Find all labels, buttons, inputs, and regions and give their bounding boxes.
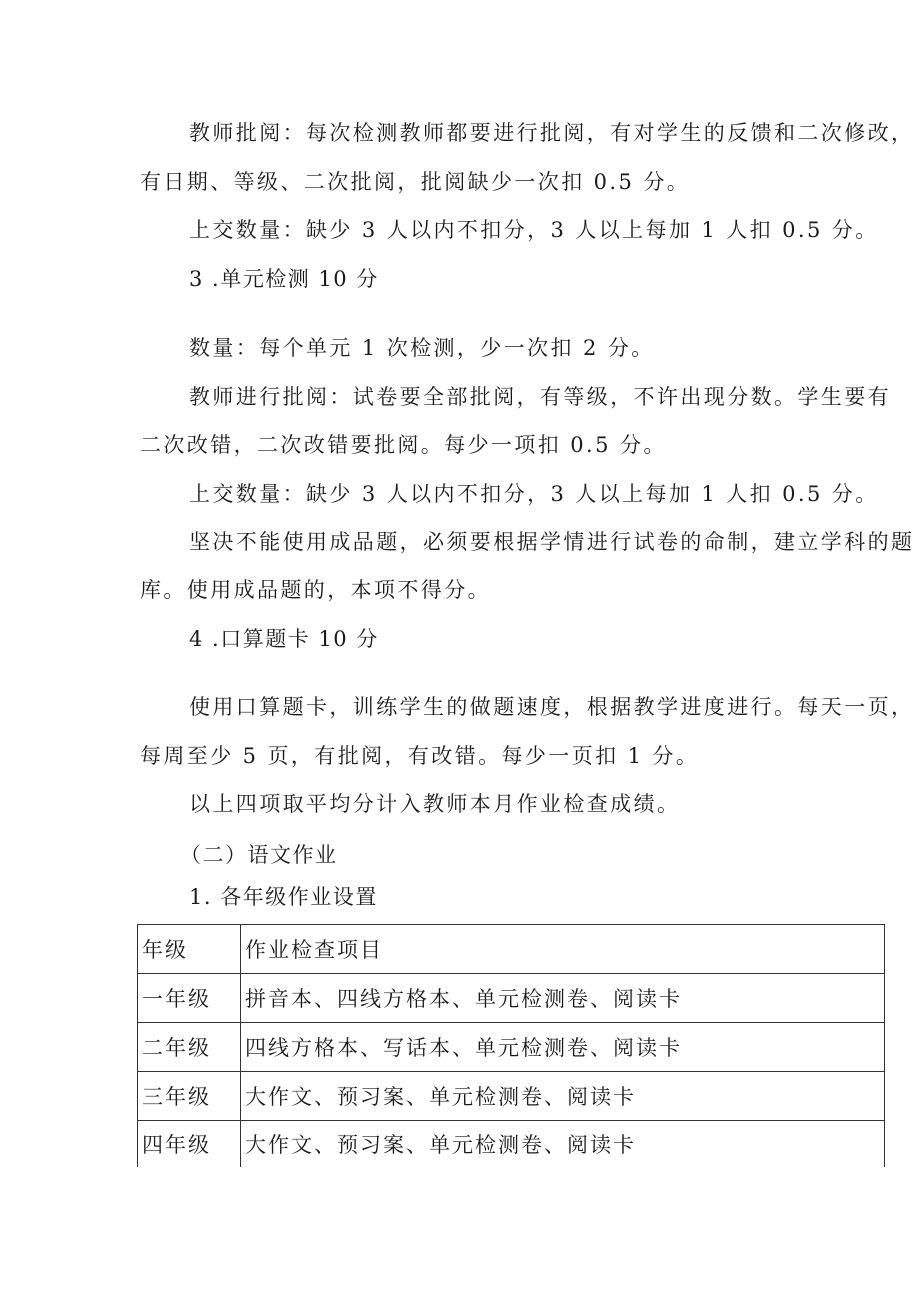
paragraph-unit-test-quantity: 数量：每个单元 1 次检测，少一次扣 2 分。 <box>189 336 655 360</box>
table-header-items: 作业检查项目 <box>241 925 885 974</box>
table-cell-grade: 四年级 <box>138 1121 241 1168</box>
paragraph-submission-count: 上交数量：缺少 3 人以内不扣分，3 人以上每加 1 人扣 0.5 分。 <box>189 218 879 242</box>
section-heading-mental-math: 4 .口算题卡 10 分 <box>189 627 379 651</box>
table-cell-grade: 一年级 <box>138 974 241 1023</box>
table-header-row <box>138 925 885 974</box>
table-cell-items: 大作文、预习案、单元检测卷、阅读卡 <box>241 1121 885 1168</box>
paragraph-no-ready-made-line1: 坚决不能使用成品题，必须要根据学情进行试卷的命制，建立学科的题 <box>189 530 915 554</box>
paragraph-unit-test-review-line1: 教师进行批阅：试卷要全部批阅，有等级，不许出现分数。学生要有 <box>189 385 891 409</box>
paragraph-average-score: 以上四项取平均分计入教师本月作业检查成绩。 <box>189 792 681 816</box>
paragraph-teacher-review-line2: 有日期、等级、二次批阅，批阅缺少一次扣 0.5 分。 <box>140 170 691 194</box>
table-row <box>138 1072 885 1121</box>
paragraph-mental-math-line1: 使用口算题卡，训练学生的做题速度，根据教学进度进行。每天一页， <box>189 695 915 719</box>
section-heading-unit-test: 3 .单元检测 10 分 <box>189 267 379 291</box>
section-heading-chinese-homework: （二）语文作业 <box>180 843 338 867</box>
paragraph-mental-math-line2: 每周至少 5 页，有批阅，有改错。每少一页扣 1 分。 <box>140 744 700 768</box>
table-row <box>138 1121 885 1168</box>
table-row <box>138 974 885 1023</box>
table-header-grade: 年级 <box>138 925 241 974</box>
table-cell-items: 拼音本、四线方格本、单元检测卷、阅读卡 <box>241 974 885 1023</box>
table-cell-items: 大作文、预习案、单元检测卷、阅读卡 <box>241 1072 885 1121</box>
paragraph-teacher-review-line1: 教师批阅：每次检测教师都要进行批阅，有对学生的反馈和二次修改， <box>189 121 915 145</box>
section-heading-grade-settings: 1. 各年级作业设置 <box>189 885 378 909</box>
paragraph-unit-test-submission: 上交数量：缺少 3 人以内不扣分，3 人以上每加 1 人扣 0.5 分。 <box>189 482 879 506</box>
table-cell-items: 四线方格本、写话本、单元检测卷、阅读卡 <box>241 1023 885 1072</box>
paragraph-no-ready-made-line2: 库。使用成品题的，本项不得分。 <box>140 578 491 602</box>
paragraph-unit-test-review-line2: 二次改错，二次改错要批阅。每少一项扣 0.5 分。 <box>140 433 667 457</box>
table-cell-grade: 二年级 <box>138 1023 241 1072</box>
table-cell-grade: 三年级 <box>138 1072 241 1121</box>
homework-settings-table <box>137 924 885 1167</box>
table-row <box>138 1023 885 1072</box>
